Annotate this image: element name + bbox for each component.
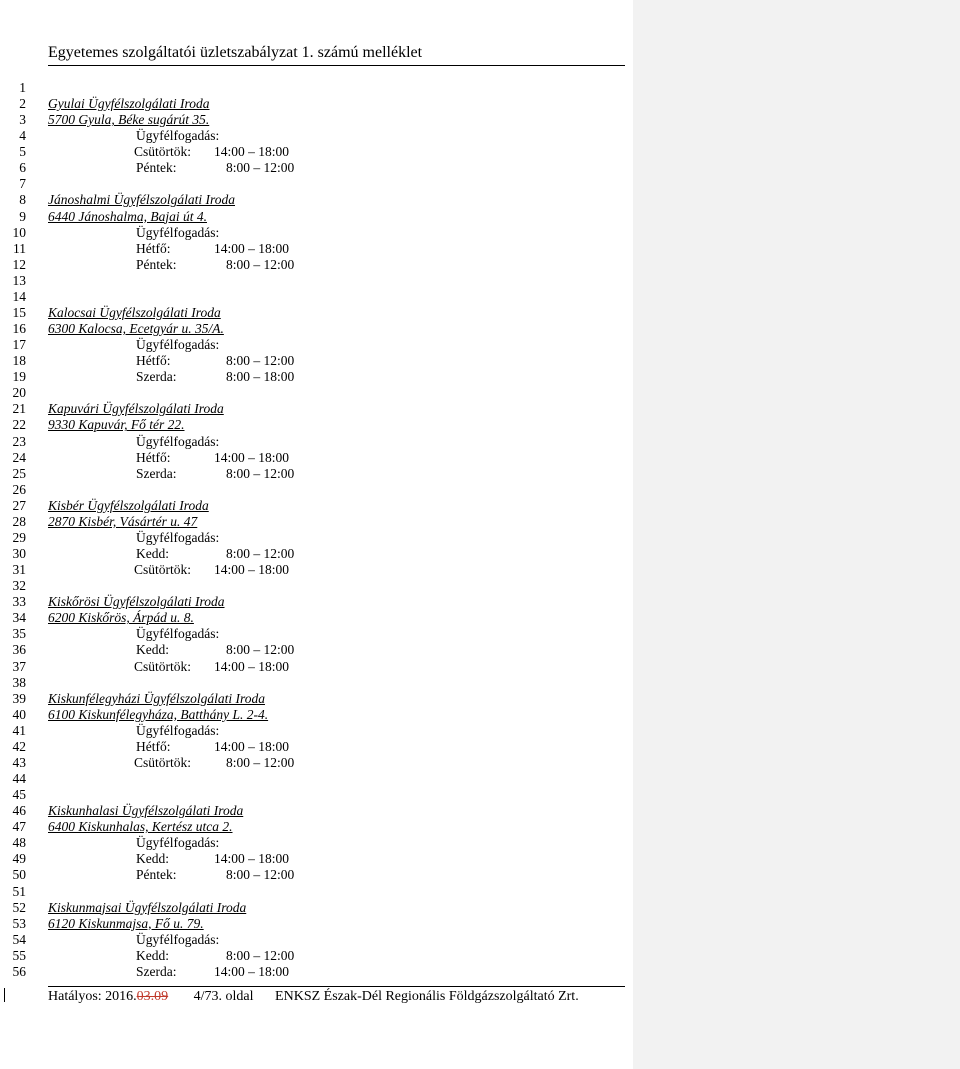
- office-address: 2870 Kisbér, Vásártér u. 47: [48, 513, 198, 529]
- hours-time: 14:00 – 18:00: [214, 240, 290, 256]
- company-name: ENKSZ Észak-Dél Regionális Földgázszolgáltató Zrt.: [275, 989, 579, 1004]
- change-bar: [4, 988, 5, 1002]
- office-name: Kapuvári Ügyfélszolgálati Iroda: [48, 401, 224, 417]
- line-number: 56: [12, 963, 26, 979]
- line-number: 22: [12, 417, 26, 433]
- office-name: Kiskunmajsai Ügyfélszolgálati Iroda: [48, 899, 247, 915]
- hours-time: 8:00 – 12:00: [226, 353, 295, 369]
- hours-time: 8:00 – 12:00: [226, 546, 295, 562]
- line-number: 11: [13, 240, 26, 256]
- line-number: 16: [12, 321, 26, 337]
- page-footer: [48, 988, 579, 1006]
- line-number: 38: [12, 674, 26, 690]
- office-address: 6300 Kalocsa, Ecetgyár u. 35/A.: [48, 321, 224, 337]
- hours-day: Kedd:: [136, 546, 169, 562]
- effective-date-prefix: Hatályos: 2016.: [48, 989, 137, 1004]
- office-address: 6100 Kiskunfélegyháza, Batthány L. 2-4.: [48, 706, 269, 722]
- hours-day: Péntek:: [136, 867, 177, 883]
- line-number: 29: [12, 529, 26, 545]
- line-number: 7: [19, 176, 26, 192]
- hours-day: Hétfő:: [136, 449, 171, 465]
- reception-label: Ügyfélfogadás:: [136, 337, 220, 353]
- reception-label: Ügyfélfogadás:: [136, 433, 220, 449]
- hours-day: Szerda:: [136, 369, 177, 385]
- hours-time: 14:00 – 18:00: [214, 851, 290, 867]
- hours-time: 14:00 – 18:00: [214, 562, 290, 578]
- line-number: 24: [12, 449, 26, 465]
- line-number: 55: [12, 947, 26, 963]
- comment-margin: [633, 0, 960, 1069]
- line-number: 18: [12, 353, 26, 369]
- hours-time: 8:00 – 18:00: [226, 369, 295, 385]
- hours-day: Csütörtök:: [134, 144, 192, 160]
- office-name: Kisbér Ügyfélszolgálati Iroda: [48, 497, 209, 513]
- hours-day: Kedd:: [136, 947, 169, 963]
- line-number: 14: [12, 288, 26, 304]
- office-name: Gyulai Ügyfélszolgálati Iroda: [48, 96, 210, 112]
- line-number: 39: [12, 690, 26, 706]
- line-number: 53: [12, 915, 26, 931]
- hours-day: Szerda:: [136, 465, 177, 481]
- office-name: Jánoshalmi Ügyfélszolgálati Iroda: [48, 192, 235, 208]
- hours-time: 8:00 – 12:00: [226, 754, 295, 770]
- line-number: 51: [12, 883, 26, 899]
- line-number: 13: [12, 272, 26, 288]
- hours-day: Csütörtök:: [134, 658, 192, 674]
- reception-label: Ügyfélfogadás:: [136, 529, 220, 545]
- hours-time: 8:00 – 12:00: [226, 867, 295, 883]
- hours-time: 14:00 – 18:00: [214, 738, 290, 754]
- line-number: 6: [19, 160, 26, 176]
- page-number: 4/73. oldal: [193, 989, 254, 1004]
- office-address: 6400 Kiskunhalas, Kertész utca 2.: [48, 819, 233, 835]
- line-number: 54: [12, 931, 26, 947]
- reception-label: Ügyfélfogadás:: [136, 224, 220, 240]
- line-number: 3: [19, 112, 26, 128]
- office-name: Kiskunhalasi Ügyfélszolgálati Iroda: [48, 803, 244, 819]
- line-number: 50: [12, 867, 26, 883]
- reception-label: Ügyfélfogadás:: [136, 128, 220, 144]
- line-number: 49: [12, 851, 26, 867]
- office-name: Kalocsai Ügyfélszolgálati Iroda: [48, 304, 221, 320]
- line-number: 32: [12, 578, 26, 594]
- office-name: Kiskunfélegyházi Ügyfélszolgálati Iroda: [48, 690, 265, 706]
- line-number: 9: [19, 208, 26, 224]
- line-number: 35: [12, 626, 26, 642]
- line-number: 34: [12, 610, 26, 626]
- hours-time: 14:00 – 18:00: [214, 449, 290, 465]
- line-number: 48: [12, 835, 26, 851]
- hours-day: Hétfő:: [136, 738, 171, 754]
- reception-label: Ügyfélfogadás:: [136, 626, 220, 642]
- hours-time: 8:00 – 12:00: [226, 642, 295, 658]
- hours-day: Hétfő:: [136, 353, 171, 369]
- office-name: Kiskőrösi Ügyfélszolgálati Iroda: [48, 594, 225, 610]
- hours-day: Hétfő:: [136, 240, 171, 256]
- line-number: 15: [12, 304, 26, 320]
- hours-day: Szerda:: [136, 963, 177, 979]
- line-number: 44: [12, 771, 26, 786]
- line-number: 4: [19, 128, 26, 144]
- line-number: 30: [12, 546, 26, 562]
- hours-time: 8:00 – 12:00: [226, 947, 295, 963]
- footer-divider: [48, 986, 625, 987]
- hours-day: Péntek:: [136, 256, 177, 272]
- line-number: 37: [12, 658, 26, 674]
- hours-day: Csütörtök:: [134, 754, 192, 770]
- office-address: 9330 Kapuvár, Fő tér 22.: [48, 417, 185, 433]
- line-number: 20: [12, 385, 26, 401]
- hours-day: Kedd:: [136, 851, 169, 867]
- line-number: 41: [12, 722, 26, 738]
- header-divider: [48, 65, 625, 66]
- hours-time: 14:00 – 18:00: [214, 963, 290, 979]
- hours-day: Csütörtök:: [134, 562, 192, 578]
- line-number: 8: [19, 192, 26, 208]
- office-address: 6200 Kiskőrös, Árpád u. 8.: [48, 610, 194, 626]
- line-number: 21: [12, 401, 26, 417]
- office-address: 5700 Gyula, Béke sugárút 35.: [48, 112, 210, 128]
- line-number: 47: [12, 819, 26, 835]
- line-number: 31: [12, 562, 26, 578]
- line-number: 1: [19, 80, 26, 95]
- line-number: 26: [12, 481, 26, 497]
- line-number: 36: [12, 642, 26, 658]
- line-number: 23: [12, 433, 26, 449]
- hours-time: 8:00 – 12:00: [226, 465, 295, 481]
- line-number: 25: [12, 465, 26, 481]
- office-address: 6120 Kiskunmajsa, Fő u. 79.: [48, 915, 204, 931]
- hours-time: 8:00 – 12:00: [226, 160, 295, 176]
- reception-label: Ügyfélfogadás:: [136, 722, 220, 738]
- line-number: 19: [12, 369, 26, 385]
- line-number: 12: [12, 256, 26, 272]
- hours-time: 8:00 – 12:00: [226, 256, 295, 272]
- page-header: Egyetemes szolgáltatói üzletszabályzat 1. számú melléklet: [48, 44, 423, 61]
- reception-label: Ügyfélfogadás:: [136, 835, 220, 851]
- line-number: 33: [12, 594, 26, 610]
- line-number: 40: [12, 706, 26, 722]
- line-number: 43: [12, 754, 26, 770]
- line-number: 2: [19, 96, 26, 112]
- hours-day: Péntek:: [136, 160, 177, 176]
- line-number: 52: [12, 899, 26, 915]
- office-address: 6440 Jánoshalma, Bajai út 4.: [48, 208, 207, 224]
- effective-date-struck: 03.09: [136, 989, 169, 1004]
- line-number: 42: [12, 738, 26, 754]
- hours-time: 14:00 – 18:00: [214, 658, 290, 674]
- line-number: 5: [19, 144, 26, 160]
- line-number: 46: [12, 803, 26, 819]
- line-number: 28: [12, 513, 26, 529]
- line-number: 45: [12, 787, 26, 803]
- line-number: 17: [12, 337, 26, 353]
- line-number: 27: [12, 497, 26, 513]
- hours-day: Kedd:: [136, 642, 169, 658]
- reception-label: Ügyfélfogadás:: [136, 931, 220, 947]
- line-number: 10: [12, 224, 26, 240]
- hours-time: 14:00 – 18:00: [214, 144, 290, 160]
